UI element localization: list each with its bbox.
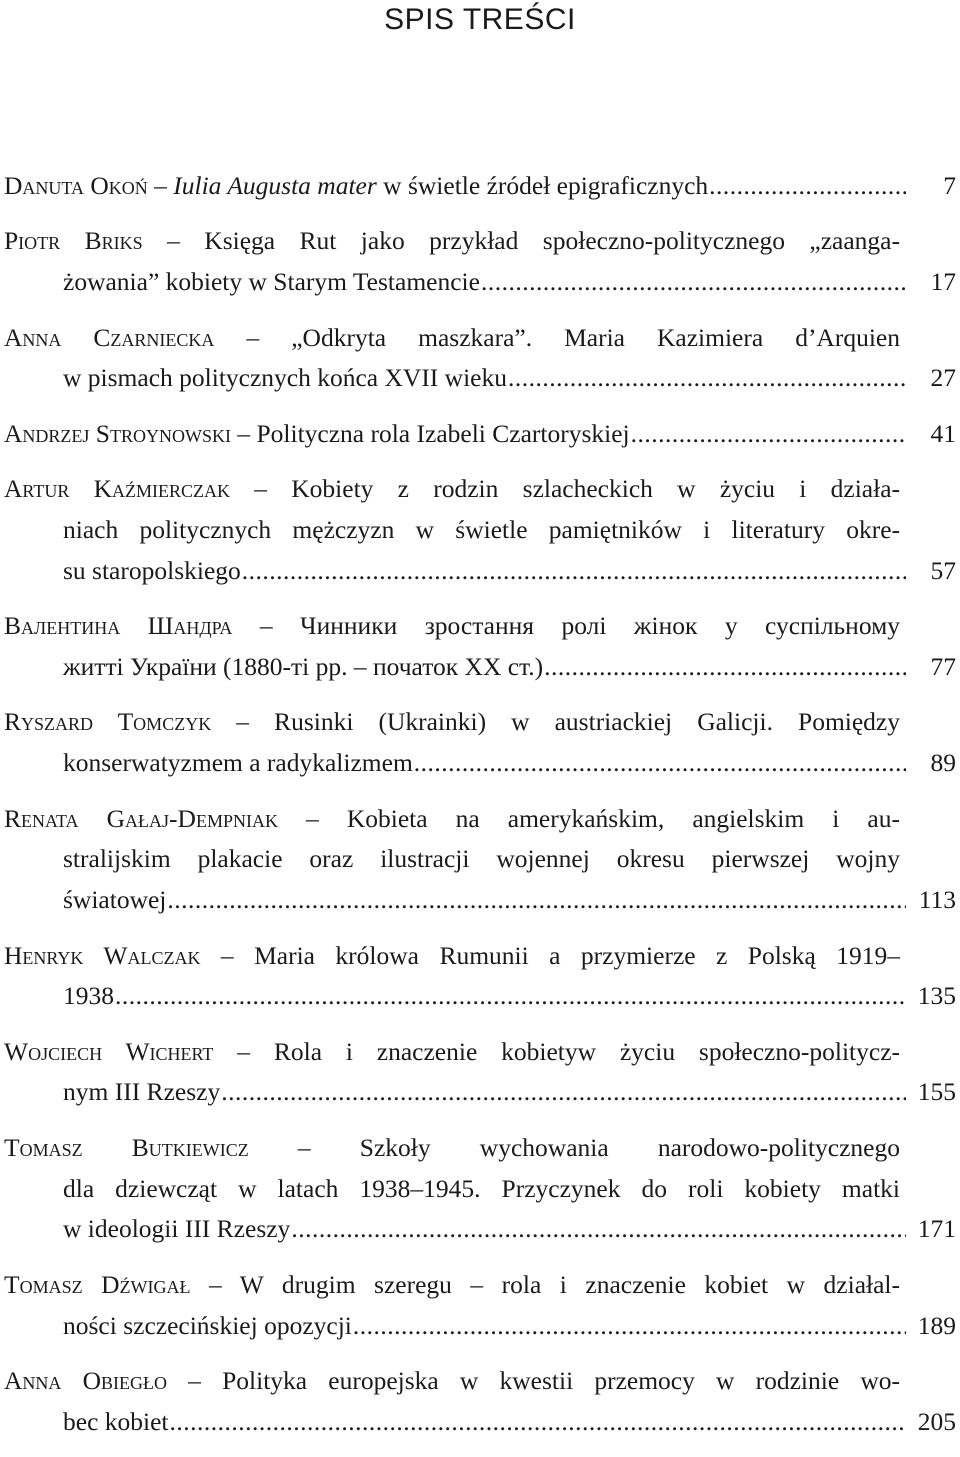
toc-title-text: stralijskim plakacie oraz ilustracji wojennej okresu pierwszej wojny xyxy=(63,844,900,874)
toc-entry xyxy=(4,606,956,688)
page-number: 89 xyxy=(930,748,956,778)
toc-title-text: w pismach politycznych końca XVII wieku xyxy=(63,363,507,393)
toc-entry-text xyxy=(4,166,708,207)
dot-leader xyxy=(221,1072,906,1113)
toc-title-text: ności szczecińskiej opozycji xyxy=(63,1310,352,1340)
toc-title-text: 1938 xyxy=(63,981,114,1011)
toc-entry-line xyxy=(4,1306,956,1347)
toc-entry-text xyxy=(63,743,413,784)
toc-title-text: – „Odkryta maszkara”. Maria Kazimiera d’Arquien xyxy=(214,322,900,352)
toc-title-text: nym III Rzeszy xyxy=(63,1077,221,1107)
toc-entry-line xyxy=(4,358,956,399)
toc-entry-line xyxy=(4,936,956,977)
toc-title-text: – Rusinki (Ukrainki) w austriackiej Galicji. Pomiędzy xyxy=(211,707,900,737)
toc-title-text: su staropolskiego xyxy=(63,555,241,585)
dot-leader xyxy=(481,262,906,303)
page-number: 205 xyxy=(917,1406,956,1436)
toc-entry-line xyxy=(4,839,956,880)
toc-entry-line xyxy=(4,1402,956,1443)
toc-entry xyxy=(4,936,956,1018)
toc-author: Piotr Briks xyxy=(4,226,143,256)
toc-entry-text xyxy=(4,1270,900,1299)
toc-entry xyxy=(4,166,956,207)
toc-entry-text xyxy=(4,323,900,352)
toc-entry-text xyxy=(63,1174,900,1203)
page-number: 7 xyxy=(943,171,956,200)
toc-entry-text xyxy=(63,1072,220,1113)
toc-entry-line xyxy=(4,414,956,455)
page-number: 41 xyxy=(930,418,956,448)
toc-entry-text xyxy=(4,707,900,736)
toc-entry-text xyxy=(4,474,900,503)
page-number: 27 xyxy=(930,363,956,393)
toc-entry-text xyxy=(4,1133,900,1162)
dot-leader xyxy=(167,880,906,921)
dot-leader xyxy=(291,1209,906,1250)
toc-author: Andrzej Stroynowski xyxy=(4,418,231,448)
toc-entry-line xyxy=(4,1265,956,1306)
toc-author: Danuta Okoń xyxy=(4,171,148,200)
toc-author: Anna Czarniecka xyxy=(4,322,215,352)
dot-leader xyxy=(508,358,906,399)
toc-title-text: – Szkoły wychowania narodowo-politycznego xyxy=(248,1132,901,1162)
toc-entry-line xyxy=(4,1361,956,1402)
dot-leader xyxy=(631,414,906,455)
page-number: 57 xyxy=(930,555,956,585)
toc-entry-text xyxy=(63,1402,169,1443)
toc-title-text: – Чинники зростання ролі жінок у суспільному xyxy=(232,611,900,641)
toc-entry-line xyxy=(4,976,956,1017)
toc-entry-text xyxy=(63,844,900,873)
toc-title-text: – Kobieta na amerykańskim, angielskim i au- xyxy=(277,803,900,833)
page-number: 171 xyxy=(917,1214,956,1244)
toc-author: Renata Gałaj-Dempniak xyxy=(4,803,278,833)
toc-author: Tomasz Butkiewicz xyxy=(4,1132,249,1162)
dot-leader xyxy=(353,1306,906,1347)
toc-entry-line xyxy=(4,702,956,743)
toc-entry-text xyxy=(63,1209,290,1250)
toc-title-text: dla dziewcząt w latach 1938–1945. Przyczynek do roli kobiety matki xyxy=(63,1173,900,1203)
toc-entry-line xyxy=(4,743,956,784)
toc-author: Tomasz Dźwigał xyxy=(4,1269,191,1299)
toc-title-text: konserwatyzmem a radykalizmem xyxy=(63,748,413,778)
page-number: 135 xyxy=(917,981,956,1011)
toc-entry-text xyxy=(63,976,114,1017)
toc-entry-text xyxy=(4,414,630,455)
toc-title-text: – Polityczna rola Izabeli Czartoryskiej xyxy=(230,418,630,448)
toc-entry-line xyxy=(4,606,956,647)
toc-entry xyxy=(4,1032,956,1114)
page-number: 155 xyxy=(917,1077,956,1107)
toc-title-text: żowania” kobiety w Starym Testamencie xyxy=(63,267,480,297)
toc-entry-text xyxy=(63,262,480,303)
dot-leader xyxy=(115,976,906,1017)
toc-entry-text xyxy=(63,515,900,544)
toc-entry xyxy=(4,221,956,303)
toc-title-text: niach politycznych mężczyzn w świetle pamiętników i literatury okre- xyxy=(63,514,900,544)
toc-entry-text xyxy=(63,358,507,399)
toc-entry-line xyxy=(4,647,956,688)
toc-entry-line xyxy=(4,221,956,262)
toc-entry xyxy=(4,799,956,921)
toc-title-text: – Rola i znaczenie kobietyw życiu społeczno-politycz- xyxy=(213,1036,901,1066)
toc-entry xyxy=(4,318,956,400)
toc-title-text: – W drugim szeregu – rola i znaczenie kobiet w działal- xyxy=(190,1269,900,1299)
dot-leader xyxy=(544,647,906,688)
page-number: 189 xyxy=(917,1310,956,1340)
toc-entry xyxy=(4,1128,956,1250)
toc-entry-line xyxy=(4,318,956,359)
toc-title-text: – Polityka europejska w kwestii przemocy w rodzinie wo- xyxy=(167,1366,900,1396)
toc-title-text: – Księga Rut jako przykład społeczno-politycznego „zaanga- xyxy=(142,226,900,256)
toc-title-text: bec kobiet xyxy=(63,1406,169,1436)
toc-title-italic: Iulia Augusta mater xyxy=(173,171,377,200)
toc-author: Валентина Шандра xyxy=(4,611,233,641)
toc-entry-line xyxy=(4,799,956,840)
toc-entry-line xyxy=(4,166,956,207)
toc-entry-text xyxy=(63,551,241,592)
dot-leader xyxy=(242,551,906,592)
toc-title-text: w ideologii III Rzeszy xyxy=(63,1214,291,1244)
toc-entry-text xyxy=(4,611,900,640)
toc-entry-line xyxy=(4,1072,956,1113)
toc-entry xyxy=(4,469,956,591)
toc-entry-line xyxy=(4,1128,956,1169)
toc-entry xyxy=(4,414,956,455)
toc-author: Ryszard Tomczyk xyxy=(4,707,212,737)
page-number: 17 xyxy=(930,267,956,297)
toc-entry xyxy=(4,1361,956,1443)
toc-entry xyxy=(4,702,956,784)
toc-entry-line xyxy=(4,1169,956,1210)
dot-leader xyxy=(414,743,906,784)
toc-entry-text xyxy=(4,941,900,970)
toc-entry-line xyxy=(4,510,956,551)
toc-title-text: – Maria królowa Rumunii a przymierze z Polską 1919– xyxy=(200,940,900,970)
toc-entry-text xyxy=(63,1306,352,1347)
toc-entry-line xyxy=(4,1209,956,1250)
page-title: SPIS TREŚCI xyxy=(384,3,576,36)
toc-title-text: światowej xyxy=(63,885,167,915)
toc-entry-text xyxy=(4,804,900,833)
toc-entry-text xyxy=(63,647,543,688)
toc-entry-text xyxy=(4,1366,900,1395)
toc-author: Henryk Walczak xyxy=(4,940,201,970)
toc-entry-text xyxy=(63,880,166,921)
toc-list xyxy=(4,166,956,1457)
toc-entry-line xyxy=(4,469,956,510)
page-number: 77 xyxy=(930,651,956,681)
dot-leader xyxy=(709,166,906,207)
toc-author: Anna Obiegło xyxy=(4,1366,167,1396)
toc-title-text: – xyxy=(147,171,174,200)
toc-entry-text xyxy=(4,1037,900,1066)
toc-entry-line xyxy=(4,551,956,592)
toc-entry-line xyxy=(4,1032,956,1073)
toc-entry-text xyxy=(4,226,900,255)
toc-title-text: житті України (1880-ті рр. – початок ХХ ст.) xyxy=(63,651,544,681)
toc-entry-line xyxy=(4,880,956,921)
toc-author: Artur Kaźmierczak xyxy=(4,474,231,504)
dot-leader xyxy=(170,1402,907,1443)
toc-entry xyxy=(4,1265,956,1347)
toc-entry-line xyxy=(4,262,956,303)
toc-author: Wojciech Wichert xyxy=(4,1036,214,1066)
toc-title-text: – Kobiety z rodzin szlacheckich w życiu i działa- xyxy=(230,474,900,504)
page-number: 113 xyxy=(918,885,956,915)
toc-title-text: w świetle źródeł epigraficznych xyxy=(376,171,709,200)
